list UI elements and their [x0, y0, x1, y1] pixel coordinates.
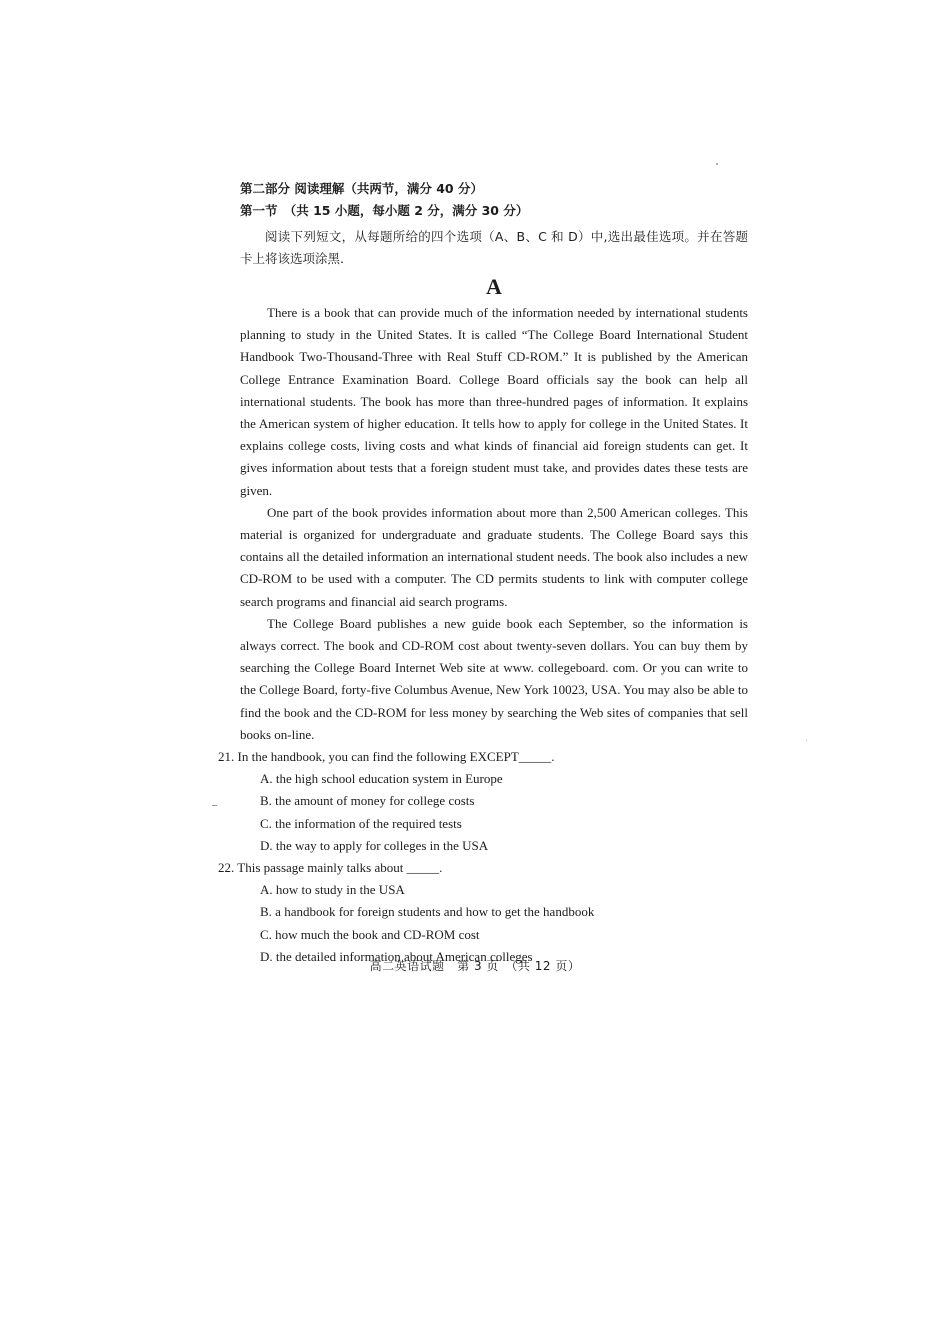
passage-paragraph: The College Board publishes a new guide book each September, so the information is always correct. The book and CD-ROM cost about twenty-seven dollars. You can buy them by searching the College Board Internet Web site at www. collegeboard. com. Or you can write to the College Board, forty-five Columbus Avenue, New York 10023, USA. You may also be able to find the book and the CD-ROM for less money by searching the Web sites of companies that sell books on-line. — [240, 615, 748, 742]
passage-paragraph: One part of the book provides information about more than 2,500 American colleges. This material is organized for undergraduate and graduate students. The College Board says this contains all the detailed information an international student needs. The book also includes a new CD-ROM to be used with a computer. The CD permits students to link with computer college search programs and financial aid search programs. — [240, 504, 748, 609]
option-c: C. the information of the required tests — [260, 815, 462, 831]
option-a: A. how to study in the USA — [260, 882, 405, 898]
question-22 — [218, 857, 748, 968]
page-footer: 高二英语试题 第 3 页 （共 12 页） — [369, 959, 581, 973]
scan-speck — [806, 740, 807, 741]
passage-body — [240, 302, 748, 746]
option-d: D. the detailed information about American colleges — [260, 948, 533, 964]
option-b: B. a handbook for foreign students and how to get the handbook — [260, 904, 595, 920]
option-c: C. how much the book and CD-ROM cost — [260, 926, 480, 942]
section-title: 第二部分 阅读理解（共两节，满分 40 分） — [240, 181, 483, 196]
instructions: 阅读下列短文，从每题所给的四个选项（A、B、C 和 D）中,选出最佳选项。并在答题卡上将该选项涂黑. — [240, 229, 748, 266]
passage-paragraph: There is a book that can provide much of the information needed by international students planning to study in the United States. It is called “The College Board International Student Handbook Two-Thousand-Three with Real Stuff CD-ROM.” It is published by the American College Entrance Examination Board. College Board officials say the book can help all international students. The book has more than three-hundred pages of information. It explains the American system of higher education. It tells how to apply for college in the United States. It explains college costs, living costs and what kinds of financial aid foreign students can get. It gives information about tests that a foreign student must take, and provides dates these tests are given. — [240, 305, 748, 498]
page-content — [218, 178, 748, 968]
scan-speck — [716, 163, 718, 165]
question-21 — [218, 746, 748, 857]
option-a: A. the high school education system in Europe — [260, 771, 503, 787]
subsection-title: 第一节 （共 15 小题，每小题 2 分，满分 30 分） — [240, 203, 529, 218]
option-b: B. the amount of money for college costs — [260, 793, 475, 809]
scan-speck — [212, 805, 217, 806]
option-d: D. the way to apply for colleges in the USA — [260, 837, 489, 853]
passage-letter: A — [486, 274, 502, 299]
question-stem: 21. In the handbook, you can find the following EXCEPT_____. — [218, 749, 555, 765]
question-list — [218, 746, 748, 968]
question-stem: 22. This passage mainly talks about _____. — [218, 860, 443, 876]
